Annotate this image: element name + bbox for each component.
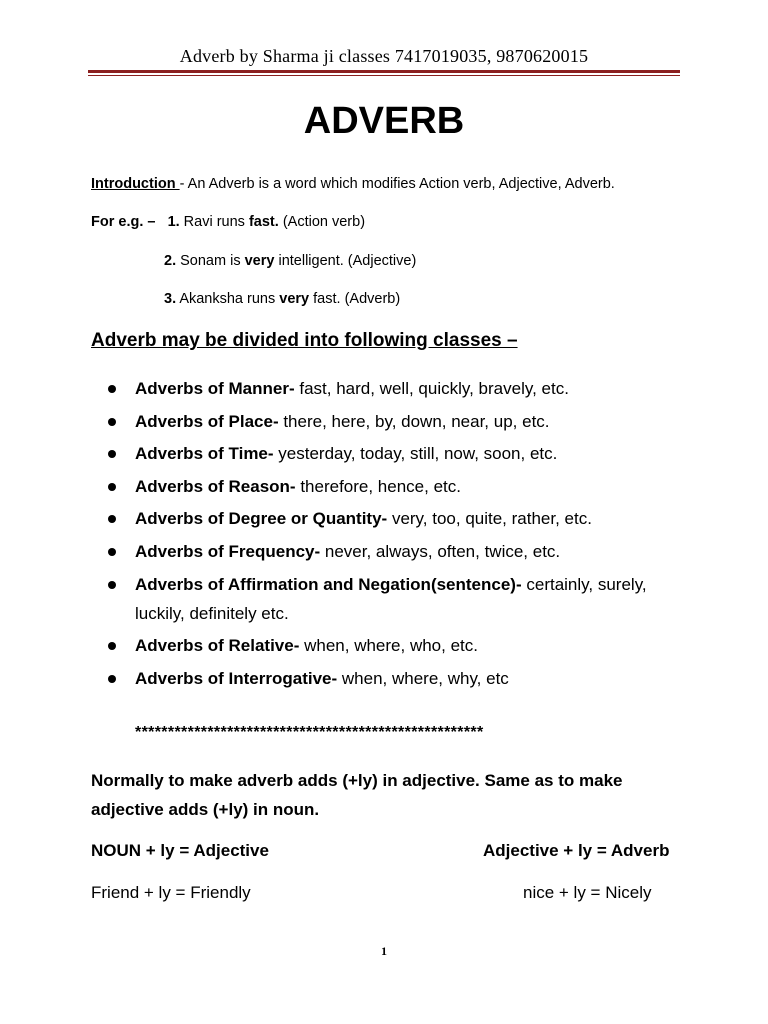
formula-example-noun: Friend + ly = Friendly: [91, 883, 251, 902]
class-examples: there, here, by, down, near, up, etc.: [278, 411, 550, 431]
class-label: Adverbs of Affirmation and Negation(sentence)-: [135, 574, 522, 594]
example-emphasis: very: [279, 291, 310, 307]
document-title: ADVERB: [303, 100, 465, 142]
class-label: Adverbs of Interrogative-: [135, 668, 338, 688]
introduction: [91, 176, 615, 192]
class-examples: when, where, who, etc.: [299, 636, 478, 656]
list-item: [91, 504, 691, 533]
classes-heading: Adverb may be divided into following classes –: [91, 330, 518, 351]
class-label: Adverbs of Reason-: [135, 476, 296, 496]
header-rule-thin: [88, 75, 680, 76]
list-item: [91, 374, 691, 403]
example-number: 3.: [164, 291, 177, 307]
example-text: Akanksha runs: [176, 291, 280, 307]
example-row-3: [164, 291, 400, 307]
class-label: Adverbs of Place-: [135, 411, 279, 431]
class-examples: yesterday, today, still, now, soon, etc.: [273, 444, 558, 464]
list-item: [91, 570, 691, 628]
example-text: Ravi runs: [179, 214, 249, 230]
introduction-label: Introduction: [91, 176, 180, 192]
page-header: Adverb by Sharma ji classes 7417019035, 9870620015: [179, 46, 589, 66]
example-note: intelligent. (Adjective): [274, 253, 417, 269]
example-number: 1.: [167, 214, 180, 230]
list-item: [91, 631, 691, 660]
class-examples: fast, hard, well, quickly, bravely, etc.: [294, 379, 569, 398]
class-examples: when, where, why, etc: [337, 668, 509, 688]
introduction-text: - An Adverb is a word which modifies Action verb, Adjective, Adverb.: [179, 176, 615, 192]
class-label: Adverbs of Time-: [135, 444, 274, 464]
formula-example-adjective: nice + ly = Nicely: [523, 883, 652, 902]
example-label: For e.g. –: [91, 214, 156, 230]
class-label: Adverbs of Degree or Quantity-: [135, 509, 388, 529]
rule-paragraph: Normally to make adverb adds (+ly) in adjective. Same as to make adjective adds (+ly) in noun.: [91, 771, 623, 819]
star-separator: *****************************************************: [135, 724, 484, 741]
formula-adjective: Adjective + ly = Adverb: [483, 841, 670, 860]
example-row-2: [164, 253, 416, 269]
class-label: Adverbs of Manner-: [135, 379, 295, 398]
formula-noun: NOUN + ly = Adjective: [91, 841, 269, 860]
header-rule-thick: [88, 70, 680, 73]
list-item: [91, 439, 691, 468]
class-examples: therefore, hence, etc.: [295, 476, 461, 496]
class-examples: very, too, quite, rather, etc.: [387, 509, 592, 529]
example-emphasis: very: [244, 253, 275, 269]
example-text: Sonam is: [176, 253, 245, 269]
list-item: [91, 472, 691, 501]
example-note: (Action verb): [278, 214, 366, 230]
example-note: fast. (Adverb): [309, 291, 401, 307]
example-number: 2.: [164, 253, 177, 269]
class-label: Adverbs of Relative-: [135, 636, 300, 656]
list-item: [91, 407, 691, 436]
page-number: 1: [381, 944, 387, 958]
class-examples: certainly, surely, luckily, definitely etc.: [135, 574, 647, 623]
example-row-1: [91, 214, 365, 230]
adverb-classes-list: [91, 374, 691, 696]
list-item: [91, 537, 691, 566]
example-emphasis: fast.: [248, 214, 279, 230]
list-item: [91, 664, 691, 693]
class-examples: never, always, often, twice, etc.: [320, 541, 561, 561]
class-label: Adverbs of Frequency-: [135, 541, 321, 561]
